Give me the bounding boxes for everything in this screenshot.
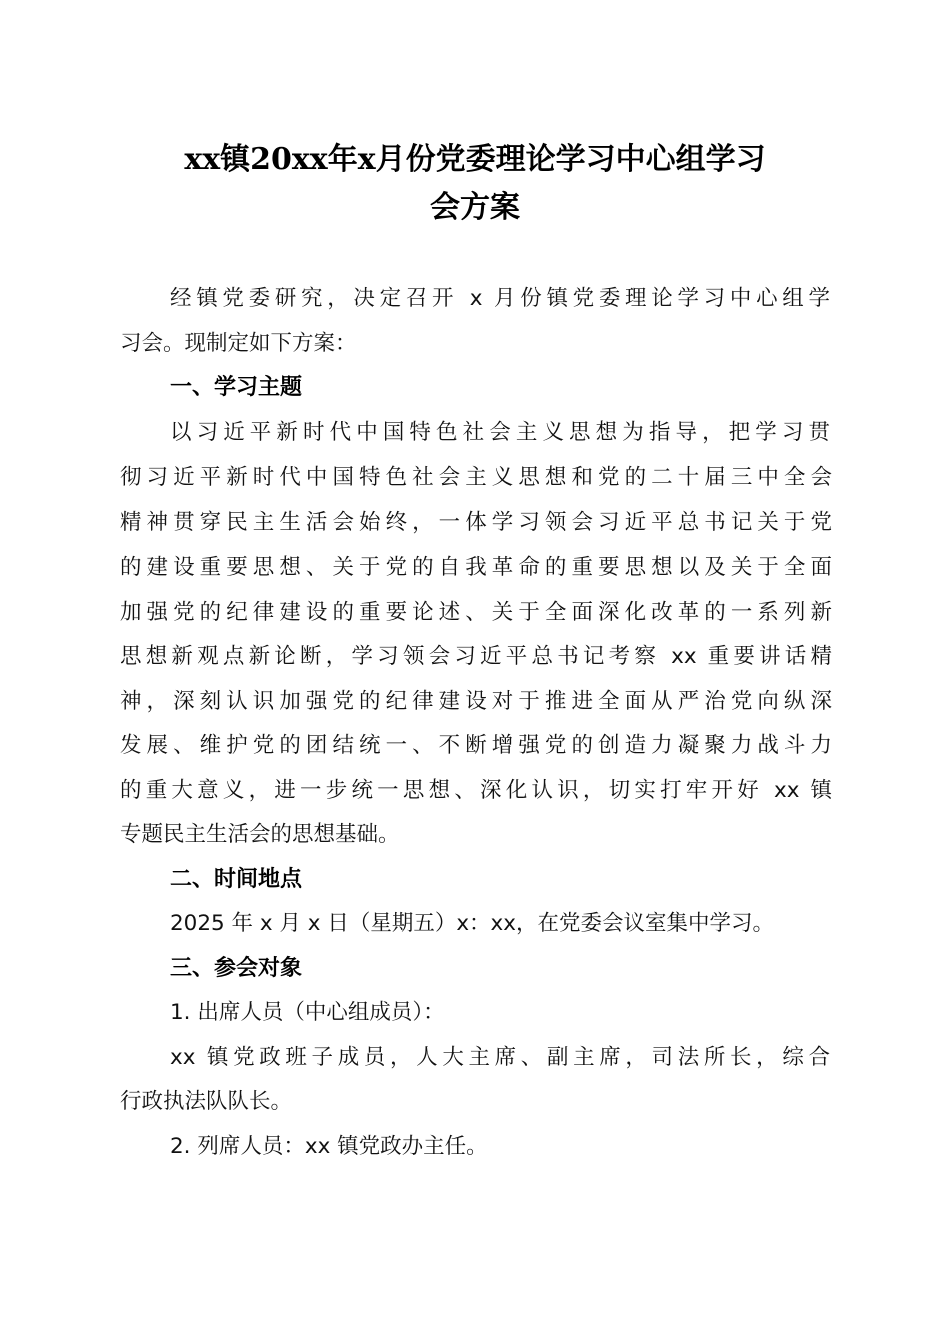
section-heading-study-theme: 一、学习主题 [170, 375, 303, 400]
intro-paragraph-line-1: 经镇党委研究，决定召开 x 月份镇党委理论学习中心组学 [170, 286, 830, 311]
document-title-line-2: 会方案 [430, 190, 520, 225]
study-theme-line: 彻习近平新时代中国特色社会主义思想和党的二十届三中全会 [120, 465, 832, 490]
attendees-line-2: 行政执法队队长。 [120, 1089, 293, 1114]
time-place-text: 2025 年 x 月 x 日（星期五）x：xx，在党委会议室集中学习。 [170, 911, 775, 936]
study-theme-line: 以习近平新时代中国特色社会主义思想为指导，把学习贯 [170, 420, 830, 445]
study-theme-line: 专题民主生活会的思想基础。 [120, 822, 400, 847]
attendees-label: 1. 出席人员（中心组成员）： [170, 1000, 445, 1025]
study-theme-line: 加强党的纪律建设的重要论述、关于全面深化改革的一系列新 [120, 600, 832, 625]
study-theme-line: 思想新观点新论断，学习领会习近平总书记考察 xx 重要讲话精 [120, 644, 832, 669]
section-heading-time-place: 二、时间地点 [170, 867, 303, 892]
intro-paragraph-line-2: 习会。现制定如下方案： [120, 331, 357, 356]
study-theme-line: 发展、维护党的团结统一、不断增强党的创造力凝聚力战斗力 [120, 733, 832, 758]
study-theme-line: 的建设重要思想、关于党的自我革命的重要思想以及关于全面 [120, 555, 832, 580]
study-theme-line: 精神贯穿民主生活会始终，一体学习领会习近平总书记关于党 [120, 510, 832, 535]
study-theme-line: 的重大意义，进一步统一思想、深化认识，切实打牢开好 xx 镇 [120, 778, 832, 803]
section-heading-attendees: 三、参会对象 [170, 956, 303, 981]
attendees-line-1: xx 镇党政班子成员，人大主席、副主席，司法所长，综合 [170, 1045, 830, 1070]
observers-text: 2. 列席人员：xx 镇党政办主任。 [170, 1134, 488, 1159]
study-theme-line: 神，深刻认识加强党的纪律建设对于推进全面从严治党向纵深 [120, 689, 832, 714]
document-title-line-1: xx镇20xx年x月份党委理论学习中心组学习 [184, 142, 766, 177]
